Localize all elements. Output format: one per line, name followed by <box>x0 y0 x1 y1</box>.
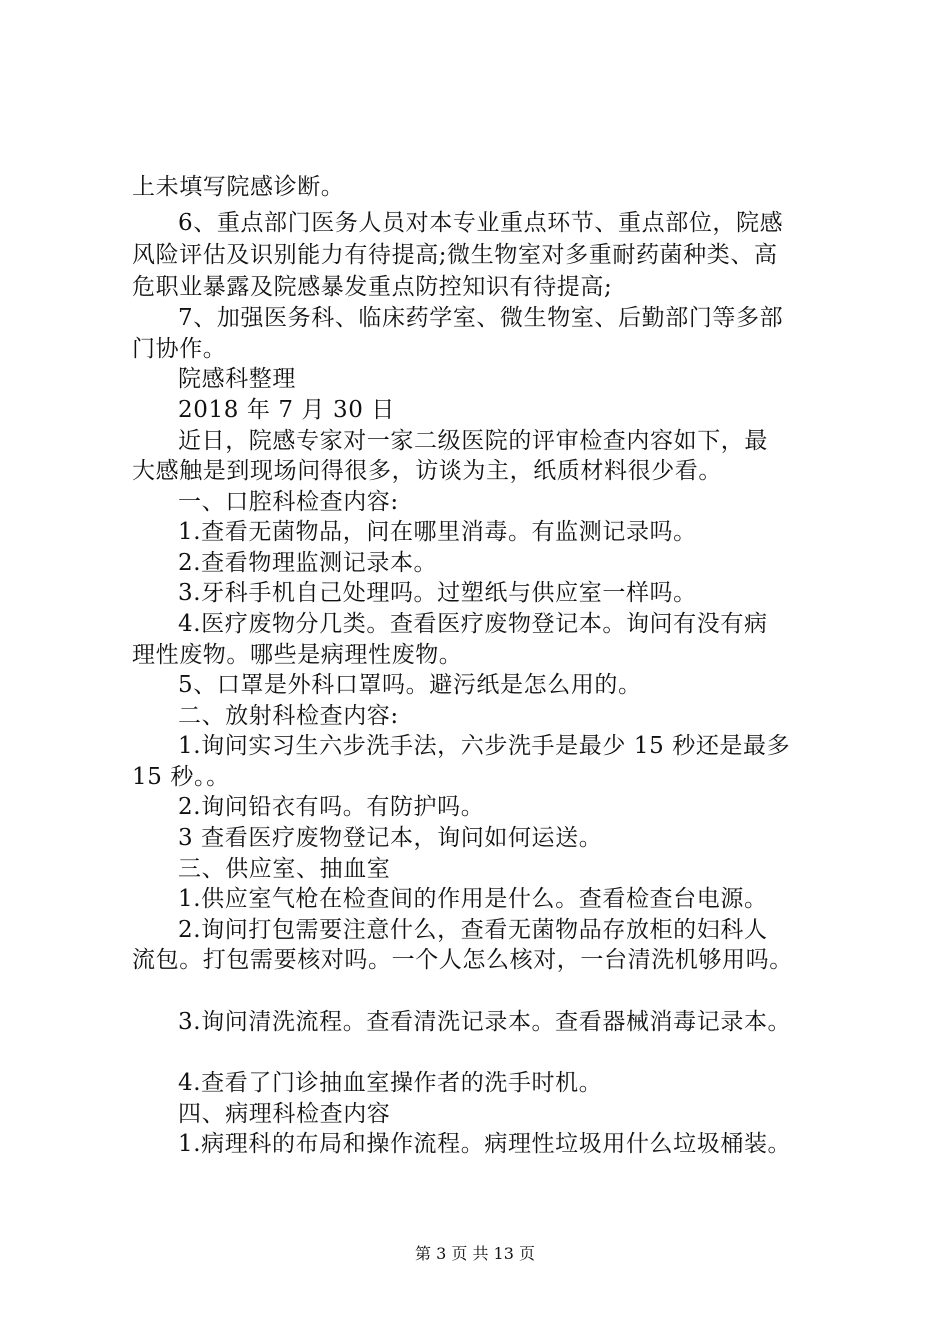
text-line: 7、加强医务科、临床药学室、微生物室、后勤部门等多部 <box>178 305 784 331</box>
text-line: 1.询问实习生六步洗手法，六步洗手是最少 15 秒还是最多 <box>178 733 791 759</box>
text-line: 风险评估及识别能力有待提高;微生物室对多重耐药菌种类、高 <box>132 242 778 268</box>
text-line: 1.查看无菌物品，问在哪里消毒。有监测记录吗。 <box>178 519 697 545</box>
text-line: 1.供应室气枪在检查间的作用是什么。查看检查台电源。 <box>178 886 768 912</box>
text-line: 三、供应室、抽血室 <box>178 856 391 882</box>
text-line: 门协作。 <box>132 336 227 362</box>
text-line: 上未填写院感诊断。 <box>132 174 345 200</box>
text-line: 大感触是到现场问得很多，访谈为主，纸质材料很少看。 <box>132 458 722 484</box>
text-line: 危职业暴露及院感暴发重点防控知识有待提高; <box>132 274 613 300</box>
text-line: 二、放射科检查内容: <box>178 703 399 729</box>
text-line: 近日，院感专家对一家二级医院的评审检查内容如下，最 <box>178 428 768 454</box>
text-line: 15 秒。。 <box>132 764 230 790</box>
text-line: 2.询问铅衣有吗。有防护吗。 <box>178 794 485 820</box>
text-line: 院感科整理 <box>178 366 296 392</box>
text-line: 4.医疗废物分几类。查看医疗废物登记本。询问有没有病 <box>178 611 768 637</box>
text-line: 3.询问清洗流程。查看清洗记录本。查看器械消毒记录本。 <box>178 1009 792 1035</box>
text-line: 2.询问打包需要注意什么，查看无菌物品存放柜的妇科人 <box>178 917 768 943</box>
text-line: 2018 年 7 月 30 日 <box>178 397 395 423</box>
text-line: 流包。打包需要核对吗。一个人怎么核对，一台清洗机够用吗。 <box>132 947 793 973</box>
text-line: 四、病理科检查内容 <box>178 1101 391 1127</box>
text-line: 3 查看医疗废物登记本，询问如何运送。 <box>178 825 603 851</box>
text-line: 3.牙科手机自己处理吗。过塑纸与供应室一样吗。 <box>178 580 697 606</box>
page-footer: 第 3 页 共 13 页 <box>415 1244 535 1263</box>
text-line: 5、口罩是外科口罩吗。避污纸是怎么用的。 <box>178 672 642 698</box>
text-line: 6、重点部门医务人员对本专业重点环节、重点部位，院感 <box>178 210 784 236</box>
text-line: 2.查看物理监测记录本。 <box>178 550 438 576</box>
text-line: 理性废物。哪些是病理性废物。 <box>132 642 463 668</box>
text-line: 一、口腔科检查内容: <box>178 489 399 515</box>
text-line: 4.查看了门诊抽血室操作者的洗手时机。 <box>178 1070 603 1096</box>
text-line: 1.病理科的布局和操作流程。病理性垃圾用什么垃圾桶装。 <box>178 1131 792 1157</box>
